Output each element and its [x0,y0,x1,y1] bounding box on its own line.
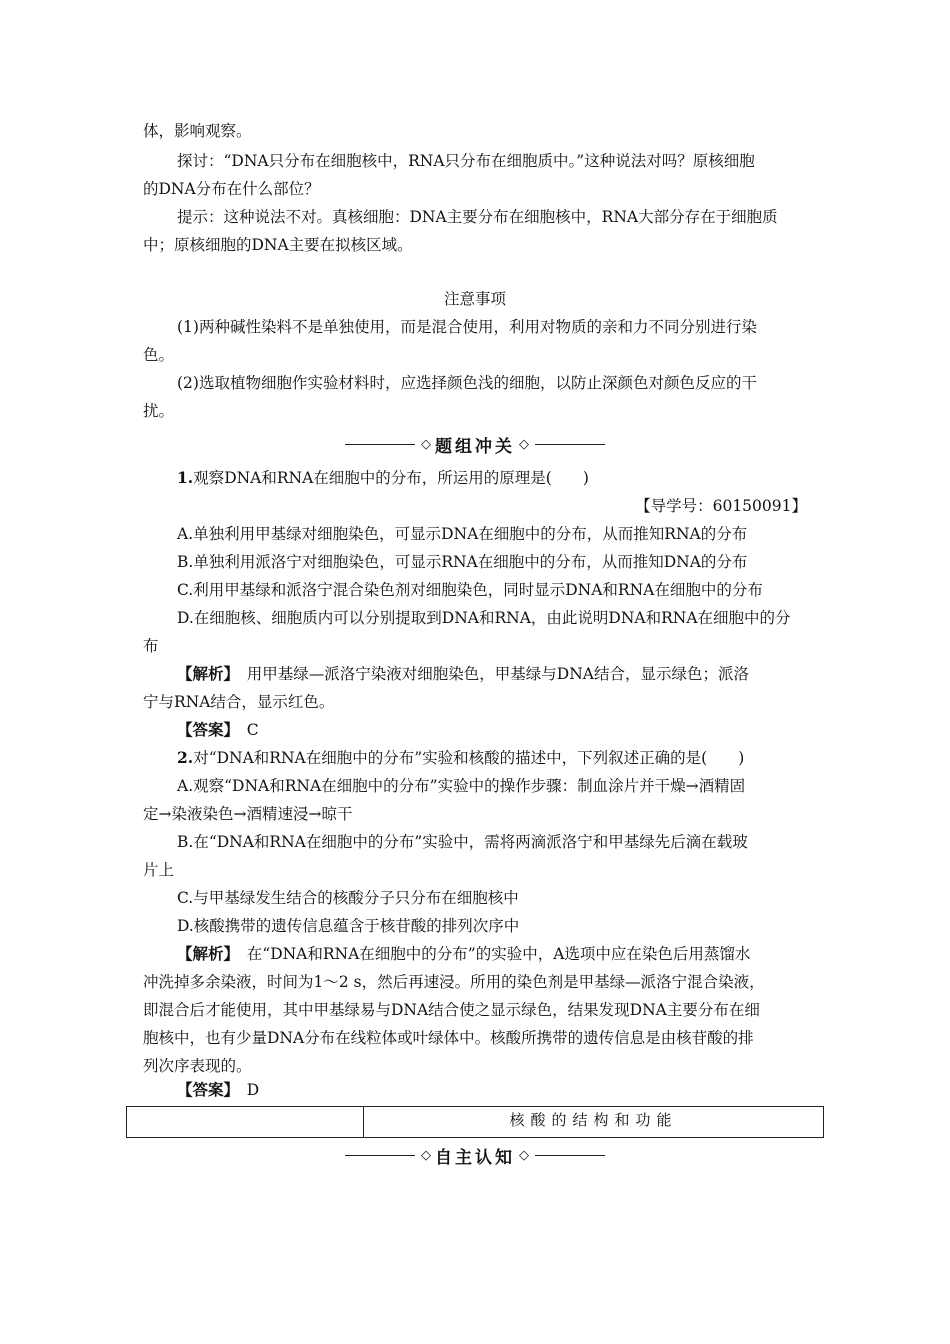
option-b: B.在“DNA和RNA在细胞中的分布”实验中，需将两滴派洛宁和甲基绿先后滴在载玻 [177,833,748,851]
answer-value: D [231,1081,260,1099]
analysis-label: 【解析】 [177,944,232,963]
analysis-text: 宁与RNA结合，显示红色。 [143,693,335,711]
section-banner [0,432,950,456]
guide-number: 【导学号：60150091】 [635,497,807,515]
question-stem [177,467,589,489]
notes-title: 注意事项 [443,290,506,308]
analysis-text: 冲洗掉多余染液，时间为1～2 s，然后再速浸。所用的染色剂是甲基绿—派洛宁混合染液， [143,973,765,991]
option-b: B.单独利用派洛宁对细胞染色，可显示RNA在细胞中的分布，从而推知DNA的分布 [177,553,748,571]
answer-label: 【答案】 [177,1080,232,1099]
section-title-table [126,1106,824,1138]
diamond-icon: ◇ [519,436,529,452]
note-item: (2)选取植物细胞作实验材料时，应选择颜色浅的细胞，以防止深颜色对颜色反应的干 [177,374,757,392]
note-item: 扰。 [143,402,175,420]
option-c: C.利用甲基绿和派洛宁混合染色剂对细胞染色，同时显示DNA和RNA在细胞中的分布 [177,581,763,599]
option-a: A.观察“DNA和RNA在细胞中的分布”实验中的操作步骤：制血涂片并干燥→酒精固 [177,777,746,795]
banner-rule [535,1155,605,1156]
question-stem [177,747,744,769]
analysis-text: 在“DNA和RNA在细胞中的分布”的实验中，A选项中应在染色后用蒸馏水 [231,945,751,963]
diamond-icon: ◇ [421,436,431,452]
analysis [177,663,749,685]
section-title: 核酸的结构和功能 [509,1111,678,1129]
analysis [177,943,750,965]
answer [177,1079,259,1101]
banner-title: 题组冲关 [435,436,515,457]
discussion-text: 的DNA分布在什么部位？ [143,180,320,198]
option-d: D.在细胞核、细胞质内可以分别提取到DNA和RNA，由此说明DNA和RNA在细胞中的分 [177,609,791,627]
question-number: 1. [177,468,194,487]
question-text: 观察DNA和RNA在细胞中的分布，所运用的原理是( ) [193,469,589,487]
banner-rule [535,444,605,445]
analysis-text: 列次序表现的。 [143,1057,252,1075]
diamond-icon: ◇ [421,1147,431,1163]
note-item: (1)两种碱性染料不是单独使用，而是混合使用，利用对物质的亲和力不同分别进行染 [177,318,757,336]
hint-text: 提示：这种说法不对。真核细胞：DNA主要分布在细胞核中，RNA大部分存在于细胞质 [177,208,778,226]
hint-text: 中；原核细胞的DNA主要在拟核区域。 [143,236,413,254]
answer-value: C [231,721,259,739]
banner-rule [345,444,415,445]
option-b: 片上 [143,861,175,879]
analysis-text: 胞核中，也有少量DNA分布在线粒体或叶绿体中。核酸所携带的遗传信息是由核苷酸的排 [143,1029,754,1047]
banner-rule [345,1155,415,1156]
answer-label: 【答案】 [177,720,232,739]
discussion-text: 探讨：“DNA只分布在细胞核中，RNA只分布在细胞质中。”这种说法对吗？原核细胞 [177,152,755,170]
answer [177,719,259,741]
option-d: D.核酸携带的遗传信息蕴含于核苷酸的排列次序中 [177,917,520,935]
analysis-label: 【解析】 [177,664,232,683]
analysis-text: 即混合后才能使用，其中甲基绿易与DNA结合使之显示绿色，结果发现DNA主要分布在细 [143,1001,760,1019]
analysis-text: 用甲基绿—派洛宁染液对细胞染色，甲基绿与DNA结合，显示绿色；派洛 [231,665,749,683]
option-a: 定→染液染色→酒精速浸→晾干 [143,805,353,823]
option-d: 布 [143,637,159,655]
question-text: 对“DNA和RNA在细胞中的分布”实验和核酸的描述中，下列叙述正确的是( ) [193,749,745,767]
section-banner [0,1143,950,1167]
banner-title: 自主认知 [435,1147,515,1168]
option-c: C.与甲基绿发生结合的核酸分子只分布在细胞核中 [177,889,519,907]
note-item: 色。 [143,346,175,364]
intro-line: 体，影响观察。 [143,122,252,140]
question-number: 2. [177,748,194,767]
diamond-icon: ◇ [519,1147,529,1163]
option-a: A.单独利用甲基绿对细胞染色，可显示DNA在细胞中的分布，从而推知RNA的分布 [177,525,748,543]
